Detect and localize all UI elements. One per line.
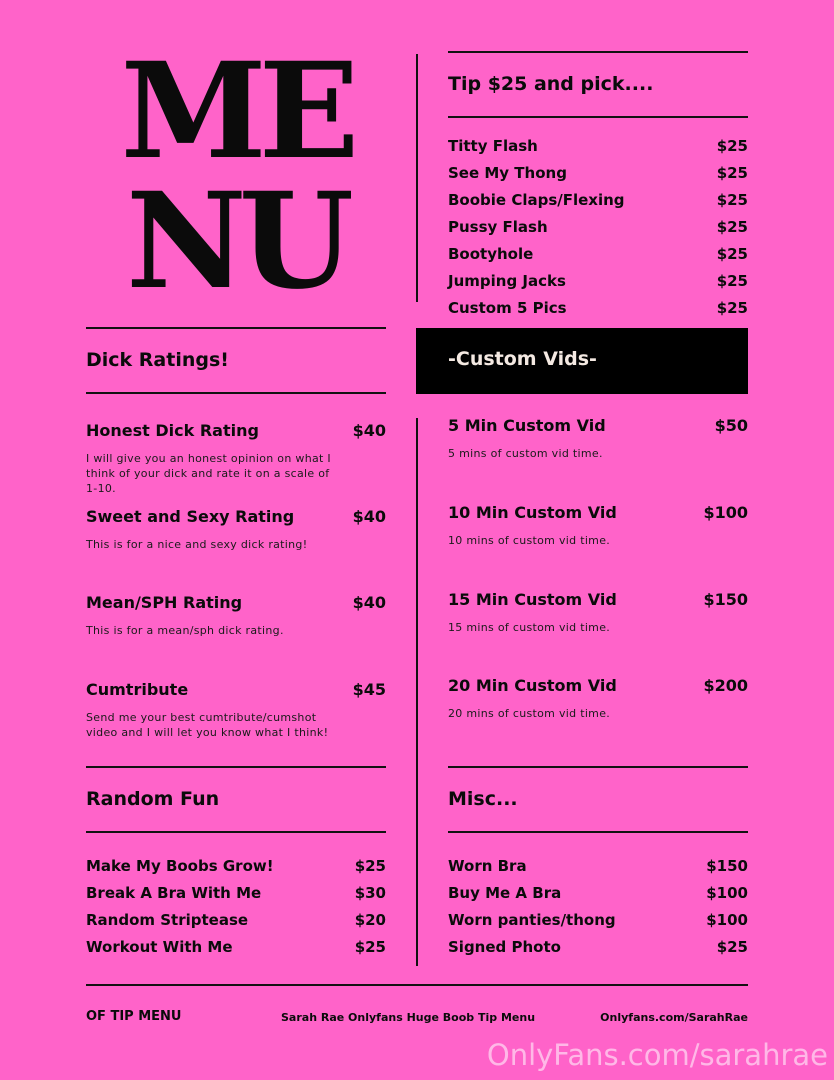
custom-vid-desc: 20 mins of custom vid time. [448, 707, 611, 720]
custom-vid-name: 20 Min Custom Vid [448, 676, 617, 695]
custom-vid-name: 5 Min Custom Vid [448, 416, 606, 435]
random-fun-item-name: Make My Boobs Grow! [86, 857, 274, 875]
misc-item-price: $100 [706, 884, 748, 902]
custom-vid-price: $100 [703, 503, 748, 522]
dick-rating-name: Mean/SPH Rating [86, 593, 243, 612]
misc-item-name: Worn panties/thong [448, 911, 616, 929]
custom-vids-header [416, 328, 748, 394]
misc-item-price: $150 [706, 857, 748, 875]
tip25-item-name: Titty Flash [448, 137, 538, 155]
custom-vids-title: -Custom Vids- [448, 348, 597, 370]
tip25-item-price: $25 [716, 218, 748, 236]
misc-item-name: Worn Bra [448, 857, 527, 875]
tip25-item-name: Custom 5 Pics [448, 299, 567, 317]
divider [448, 51, 748, 53]
random-fun-item-price: $30 [354, 884, 386, 902]
custom-vid-desc: 10 mins of custom vid time. [448, 534, 611, 547]
custom-vid-price: $200 [703, 676, 748, 695]
divider [86, 327, 386, 329]
misc-item-price: $25 [716, 938, 748, 956]
tip25-item-name: Boobie Claps/Flexing [448, 191, 625, 209]
random-fun-title: Random Fun [86, 788, 220, 810]
tip25-title: Tip $25 and pick.... [448, 73, 654, 95]
divider [86, 831, 386, 833]
custom-vid-name: 10 Min Custom Vid [448, 503, 617, 522]
misc-item-price: $100 [706, 911, 748, 929]
random-fun-item-name: Break A Bra With Me [86, 884, 262, 902]
tip25-item-name: See My Thong [448, 164, 567, 182]
custom-vid-price: $150 [703, 590, 748, 609]
tip25-item-price: $25 [716, 137, 748, 155]
divider [448, 831, 748, 833]
divider [448, 116, 748, 118]
random-fun-item-price: $25 [354, 857, 386, 875]
tip25-item-price: $25 [716, 272, 748, 290]
dick-rating-price: $40 [352, 593, 386, 612]
watermark: OnlyFans.com/sarahrae [486, 1038, 828, 1072]
dick-rating-name: Honest Dick Rating [86, 421, 259, 440]
dick-rating-desc: Send me your best cumtribute/cumshot video and I will let you know what I think! [86, 711, 329, 739]
menu-logo-line1: ME [120, 34, 352, 189]
custom-vid-name: 15 Min Custom Vid [448, 590, 617, 609]
dick-rating-price: $40 [352, 421, 386, 440]
divider [86, 766, 386, 768]
tip25-item-name: Pussy Flash [448, 218, 548, 236]
tip25-item-name: Jumping Jacks [448, 272, 566, 290]
tip25-item-price: $25 [716, 164, 748, 182]
random-fun-item-name: Random Striptease [86, 911, 249, 929]
dick-rating-price: $45 [352, 680, 386, 699]
custom-vid-desc: 5 mins of custom vid time. [448, 447, 603, 460]
footer-right-link[interactable]: Onlyfans.com/SarahRae [600, 1011, 748, 1024]
tip25-item-price: $25 [716, 299, 748, 317]
custom-vid-price: $50 [714, 416, 748, 435]
misc-item-name: Signed Photo [448, 938, 561, 956]
misc-item-name: Buy Me A Bra [448, 884, 562, 902]
random-fun-item-price: $20 [354, 911, 386, 929]
custom-vid-desc: 15 mins of custom vid time. [448, 621, 611, 634]
tip25-item-name: Bootyhole [448, 245, 534, 263]
menu-logo-line2: NU [126, 164, 346, 319]
dick-rating-desc: This is for a mean/sph dick rating. [86, 624, 284, 637]
footer-center: Sarah Rae Onlyfans Huge Boob Tip Menu [281, 1011, 536, 1024]
random-fun-item-price: $25 [354, 938, 386, 956]
divider [448, 766, 748, 768]
divider-vertical-top [416, 54, 418, 302]
divider [86, 392, 386, 394]
footer-left: OF TIP MENU [86, 1009, 182, 1024]
dick-ratings-title: Dick Ratings! [86, 349, 229, 371]
misc-title: Misc... [448, 788, 518, 810]
random-fun-item-name: Workout With Me [86, 938, 233, 956]
divider-vertical-bottom [416, 418, 418, 966]
dick-rating-price: $40 [352, 507, 386, 526]
footer-divider [86, 984, 748, 986]
dick-rating-desc: I will give you an honest opinion on what I think of your dick and rate it on a scale of 1-10. [86, 452, 331, 495]
dick-rating-name: Cumtribute [86, 680, 189, 699]
tip25-item-price: $25 [716, 245, 748, 263]
dick-rating-desc: This is for a nice and sexy dick rating! [86, 538, 308, 551]
tip25-item-price: $25 [716, 191, 748, 209]
dick-rating-name: Sweet and Sexy Rating [86, 507, 295, 526]
